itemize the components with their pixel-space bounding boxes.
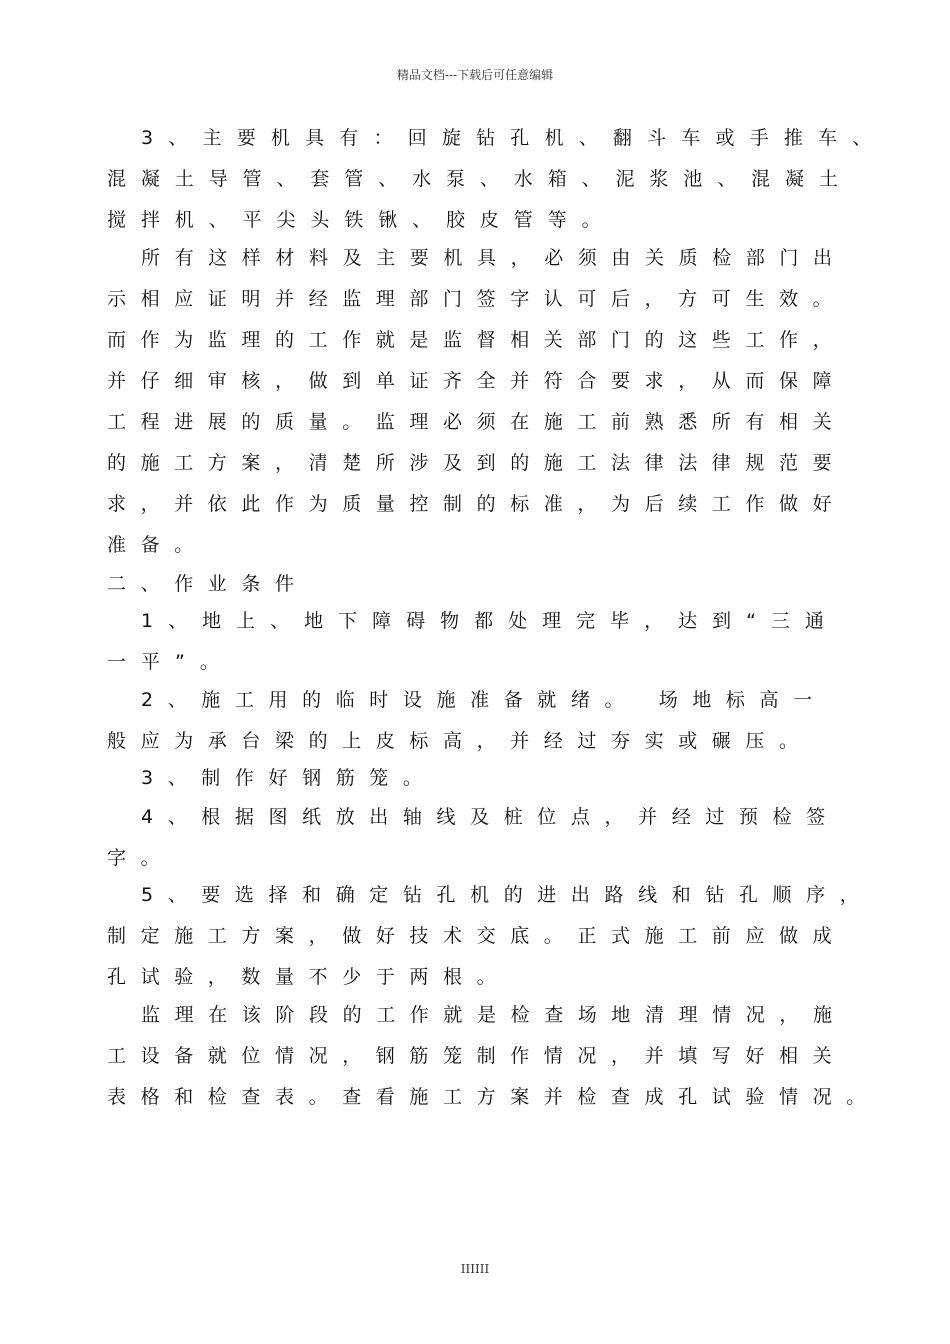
text-line: 4、根据图纸放出轴线及桩位点，并经过预检签 — [141, 806, 840, 828]
text-line: 所有这样材料及主要机具，必须由关质检部门出 — [141, 247, 847, 269]
section-heading: 二、作业条件 — [107, 573, 309, 595]
text-line: 孔试验，数量不少于两根。 — [107, 966, 511, 988]
text-line: 般应为承台梁的上皮标高，并经过夯实或碾压。 — [107, 730, 813, 752]
text-line: 一平”。 — [107, 651, 234, 673]
text-line: 表格和检查表。查看施工方案并检查成孔试验情况。 — [107, 1086, 880, 1108]
text-line: 并仔细审核，做到单证齐全并符合要求，从而保障 — [107, 370, 847, 392]
text-line: 监理在该阶段的工作就是检查场地清理情况，施 — [141, 1004, 847, 1026]
text-line: 工程进展的质量。监理必须在施工前熟悉所有相关 — [107, 411, 847, 433]
text-line: 制定施工方案，做好技术交底。正式施工前应做成 — [107, 925, 847, 947]
text-line: 示相应证明并经监理部门签字认可后，方可生效。 — [107, 288, 847, 310]
text-line: 工设备就位情况，钢筋笼制作情况，并填写好相关 — [107, 1045, 847, 1067]
text-line: 搅拌机、平尖头铁锹、胶皮管等。 — [107, 209, 616, 231]
text-line: 混凝土导管、套管、水泵、水箱、泥浆池、混凝土 — [107, 168, 853, 190]
text-line: 准备。 — [107, 534, 208, 556]
text-line: 1、地上、地下障碍物都处理完毕，达到“三通 — [141, 610, 839, 632]
text-line: 字。 — [107, 847, 175, 869]
page-footer: IIIIII — [460, 1262, 490, 1276]
text-line: 3、制作好钢筋笼。 — [141, 767, 437, 789]
text-line: 而作为监理的工作就是监督相关部门的这些工作， — [107, 329, 847, 351]
text-line: 3、主要机具有：回旋钻孔机、翻斗车或手推车、 — [141, 127, 887, 149]
text-line: 的施工方案，清楚所涉及到的施工法律法律规范要 — [107, 452, 847, 474]
text-line: 2、施工用的临时设施准备就绪。 场地标高一 — [141, 689, 827, 711]
page-header: 精品文档---下载后可任意编辑 — [396, 68, 554, 82]
text-line: 5、要选择和确定钻孔机的进出路线和钻孔顺序， — [141, 884, 874, 906]
text-line: 求，并依此作为质量控制的标准，为后续工作做好 — [107, 493, 847, 515]
